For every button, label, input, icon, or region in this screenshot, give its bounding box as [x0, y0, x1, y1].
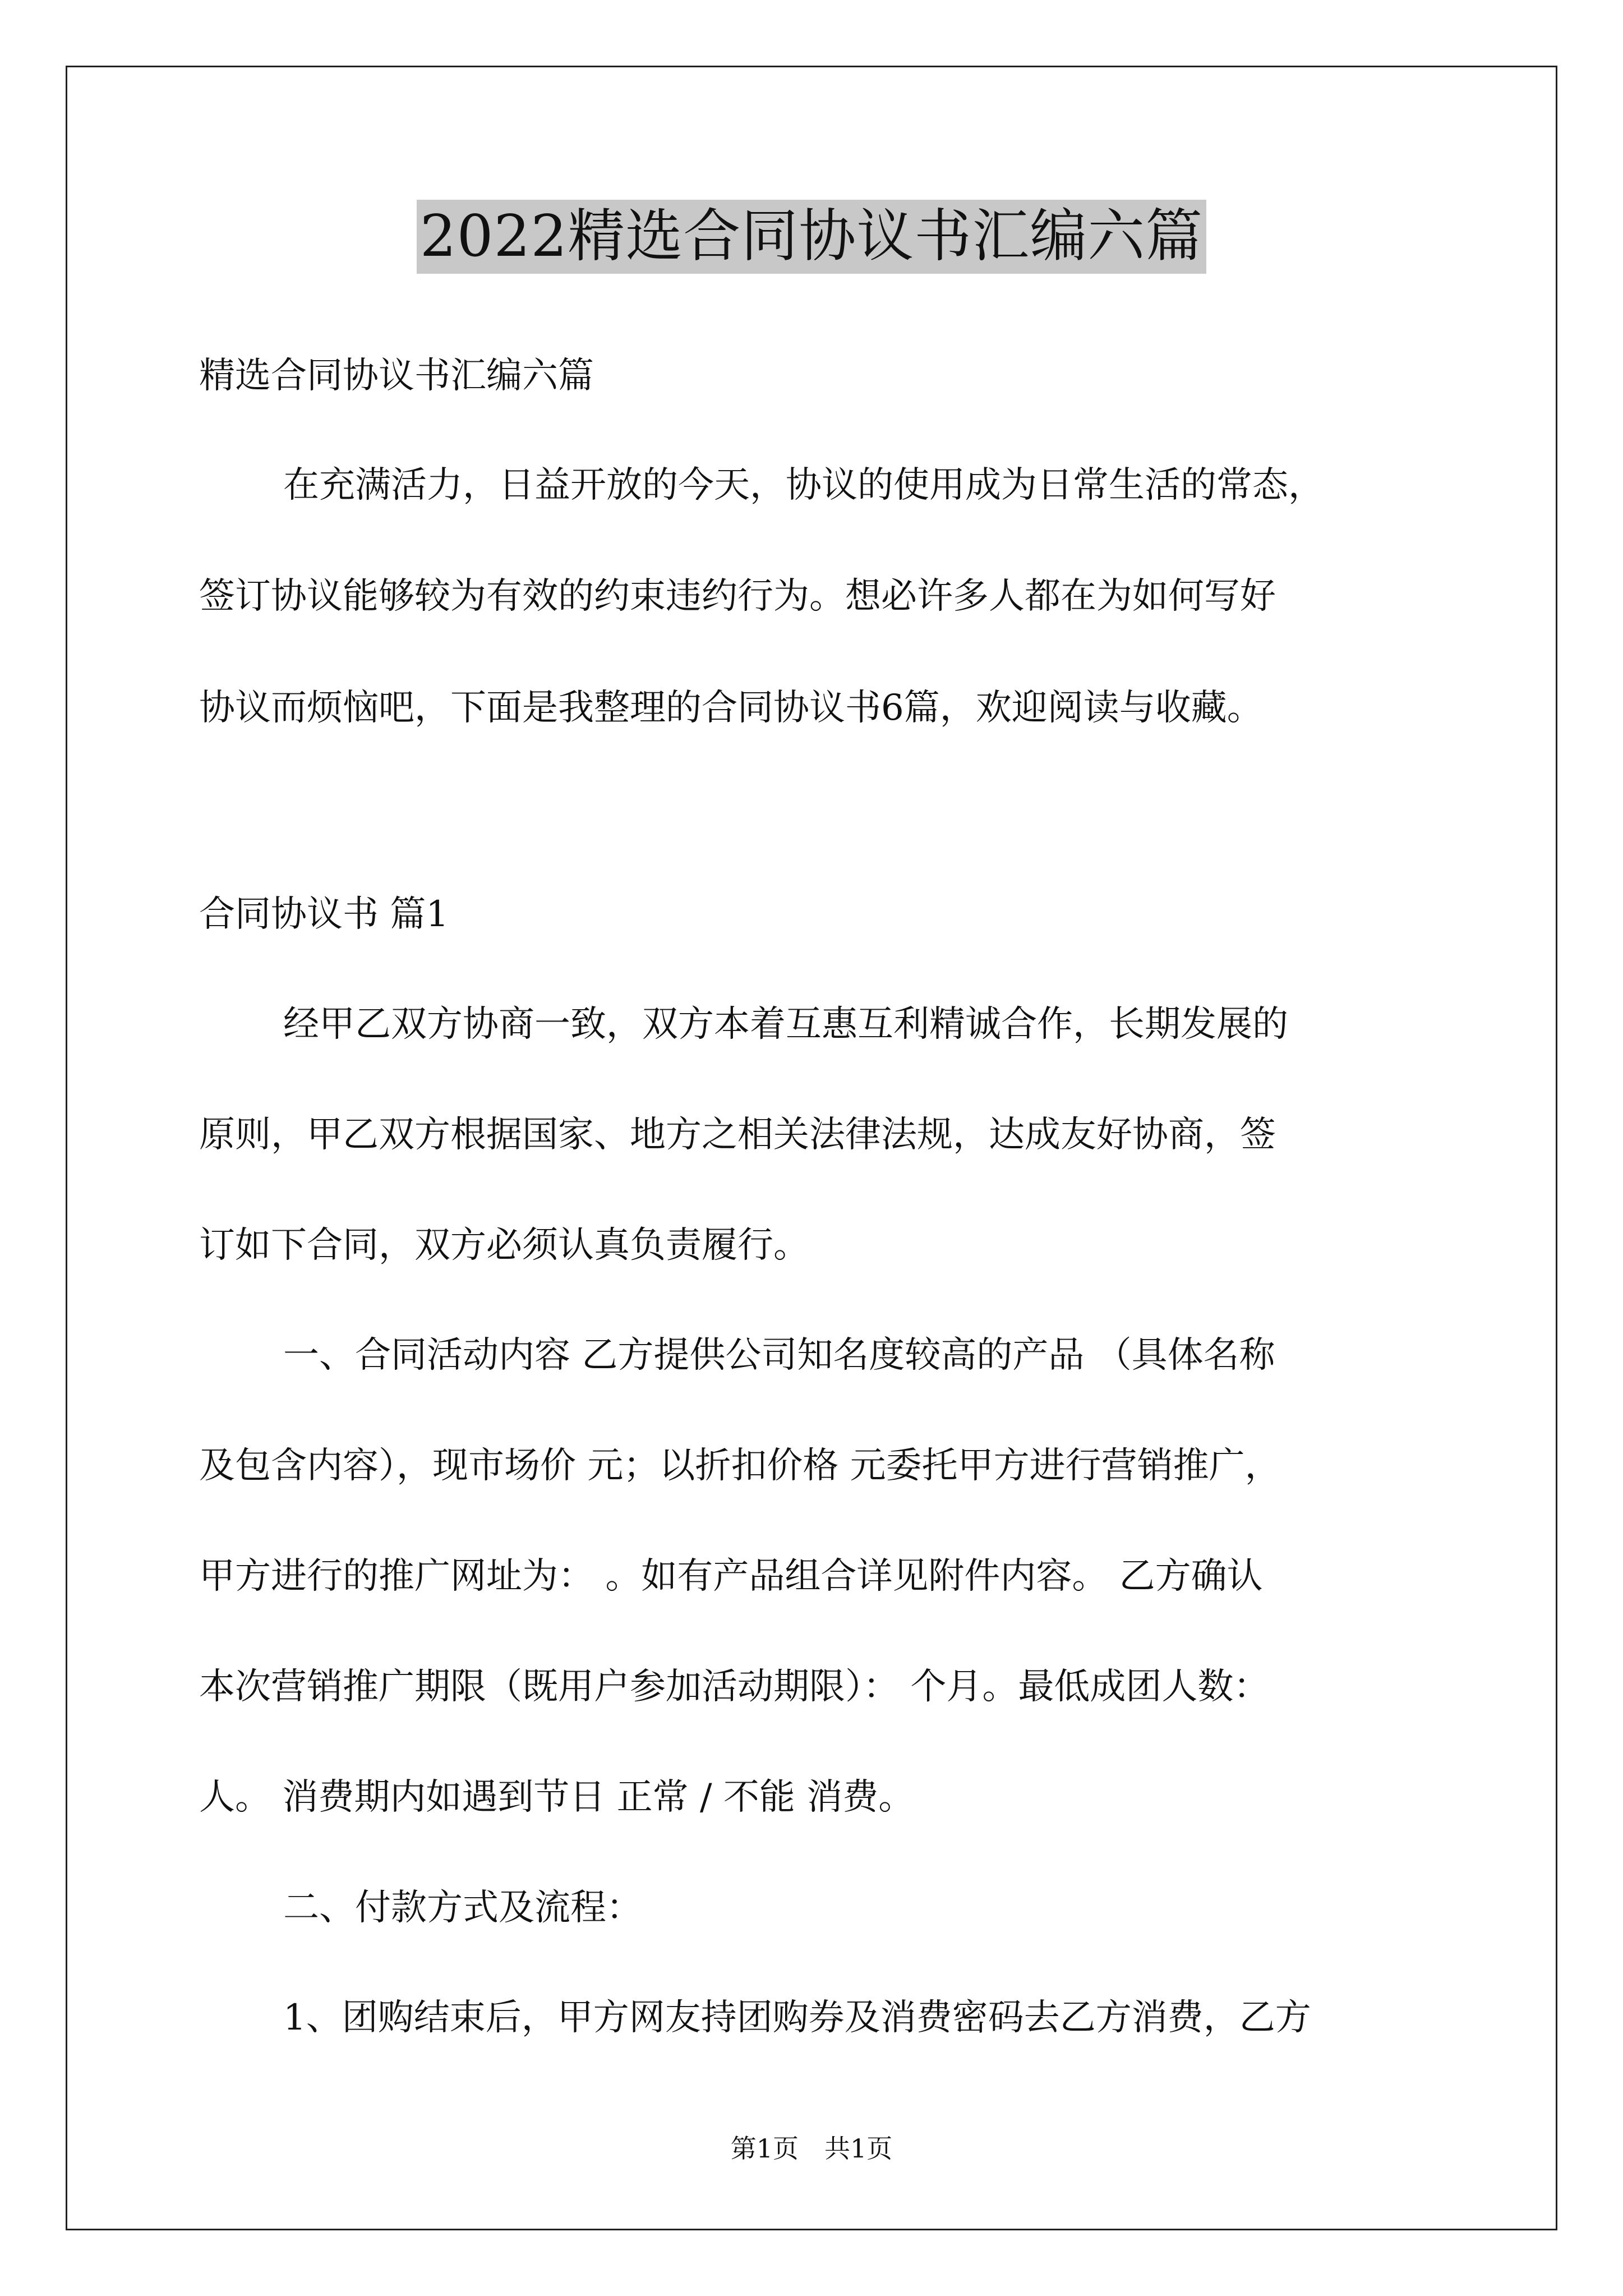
- paragraph-line: 在充满活力，日益开放的今天，协议的使用成为日常生活的常态，: [283, 464, 1324, 506]
- paragraph-line: 签订协议能够较为有效的约束违约行为。想必许多人都在为如何写好: [199, 576, 1276, 617]
- paragraph-line: 二、付款方式及流程：: [283, 1887, 642, 1929]
- paragraph-line: 协议而烦恼吧，下面是我整理的合同协议书6篇，欢迎阅读与收藏。: [199, 687, 1263, 729]
- page-footer: 第1页 共1页: [730, 2133, 893, 2164]
- subtitle-line: 精选合同协议书汇编六篇: [199, 355, 594, 397]
- paragraph-line: 原则，甲乙双方根据国家、地方之相关法律法规，达成友好协商，签: [199, 1114, 1276, 1156]
- paragraph-line: 经甲乙双方协商一致，双方本着互惠互利精诚合作，长期发展的: [283, 1004, 1288, 1045]
- paragraph-line: 1、团购结束后，甲方网友持团购券及消费密码去乙方消费，乙方: [283, 1997, 1311, 2039]
- paragraph-line: 一、合同活动内容 乙方提供公司知名度较高的产品 （具体名称: [283, 1335, 1275, 1376]
- paragraph-line: 本次营销推广期限（既用户参加活动期限）： 个月。最低成团人数：: [199, 1666, 1270, 1708]
- title-container: [0, 200, 1623, 274]
- paragraph-line: 甲方进行的推广网址为： 。如有产品组合详见附件内容。 乙方确认: [199, 1556, 1263, 1597]
- section-heading: 合同协议书 篇1: [199, 894, 449, 935]
- paragraph-line: 订如下合同，双方必须认真负责履行。: [199, 1225, 809, 1266]
- paragraph-line: 及包含内容），现市场价 元；以折扣价格 元委托甲方进行营销推广，: [199, 1445, 1281, 1487]
- paragraph-line: 人。 消费期内如遇到节日 正常 / 不能 消费。: [199, 1777, 915, 1818]
- document-title: 2022精选合同协议书汇编六篇: [417, 200, 1207, 274]
